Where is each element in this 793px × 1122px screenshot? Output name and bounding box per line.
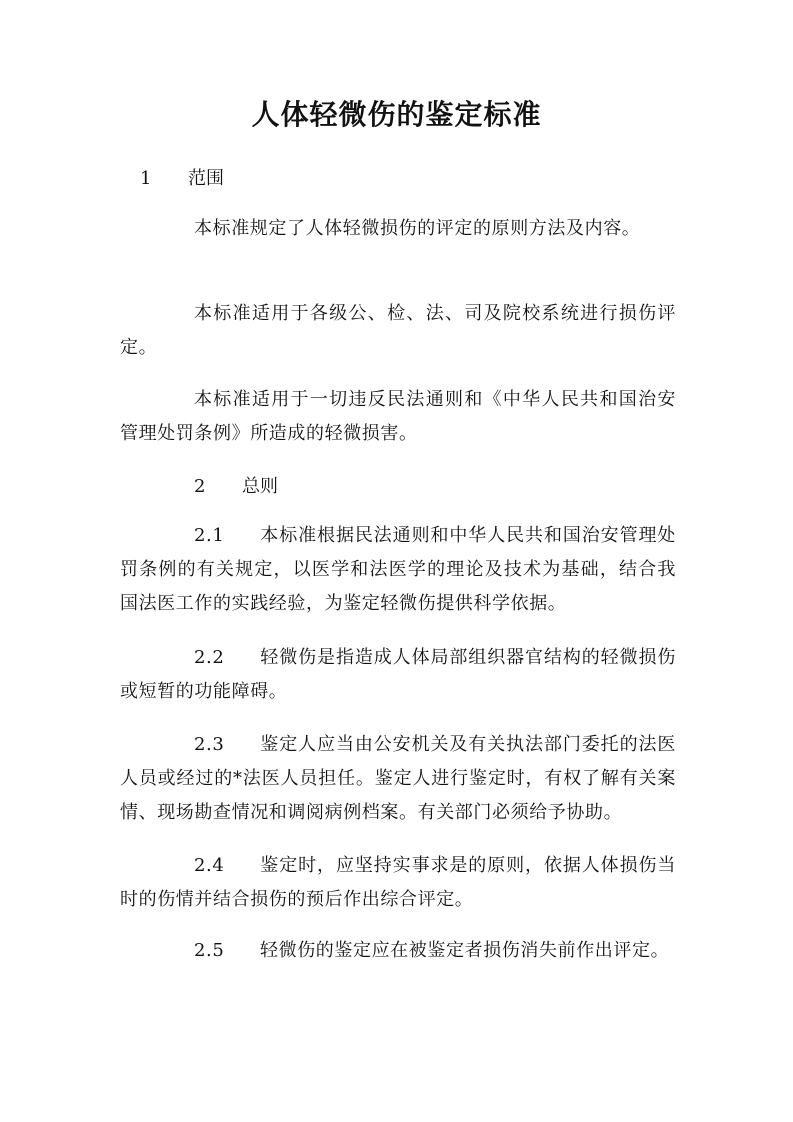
document-title: 人体轻微伤的鉴定标准 bbox=[251, 98, 542, 131]
section-1-paragraph-3: 本标准适用于一切违反民法通则和《中华人民共和国治安管理处罚条例》所造成的轻微损害。 bbox=[120, 389, 676, 444]
clause-2-1-number: 2.1 bbox=[194, 525, 225, 546]
clause-2-5-number: 2.5 bbox=[194, 940, 225, 961]
section-1-paragraph-1: 本标准规定了人体轻微损伤的评定的原则方法及内容。 bbox=[194, 218, 641, 239]
section-1-heading bbox=[140, 164, 224, 194]
section-1-number: 1 bbox=[140, 168, 152, 189]
section-2-title: 总则 bbox=[242, 476, 278, 497]
clause-2-4-text: 鉴定时，应坚持实事求是的原则，依据人体损伤当时的伤情并结合损伤的预后作出综合评定。 bbox=[120, 855, 676, 910]
clause-2-5-text: 轻微伤的鉴定应在被鉴定者损伤消失前作出评定。 bbox=[260, 940, 670, 961]
clause-2-2 bbox=[120, 641, 676, 709]
clause-2-2-number: 2.2 bbox=[194, 647, 225, 668]
section-2-heading bbox=[194, 472, 278, 502]
section-2-number: 2 bbox=[194, 476, 206, 497]
clause-2-4 bbox=[120, 849, 676, 917]
clause-2-5 bbox=[120, 934, 676, 968]
clause-2-3-number: 2.3 bbox=[194, 734, 225, 755]
section-1-paragraph-2: 本标准适用于各级公、检、法、司及院校系统进行损伤评定。 bbox=[120, 303, 676, 358]
section-1-title: 范围 bbox=[188, 168, 224, 189]
clause-2-3-text: 鉴定人应当由公安机关及有关执法部门委托的法医人员或经过的*法医人员担任。鉴定人进行鉴定时，有权了解有关案情、现场勘查情况和调阅病例档案。有关部门必须给予协助。 bbox=[120, 734, 676, 823]
clause-2-1-text: 本标准根据民法通则和中华人民共和国治安管理处罚条例的有关规定，以医学和法医学的理论及技术为基础，结合我国法医工作的实践经验，为鉴定轻微伤提供科学依据。 bbox=[120, 525, 676, 614]
clause-2-2-text: 轻微伤是指造成人体局部组织器官结构的轻微损伤或短暂的功能障碍。 bbox=[120, 647, 676, 702]
clause-2-3 bbox=[120, 728, 676, 830]
clause-2-1 bbox=[120, 519, 676, 621]
clause-2-4-number: 2.4 bbox=[194, 855, 225, 876]
